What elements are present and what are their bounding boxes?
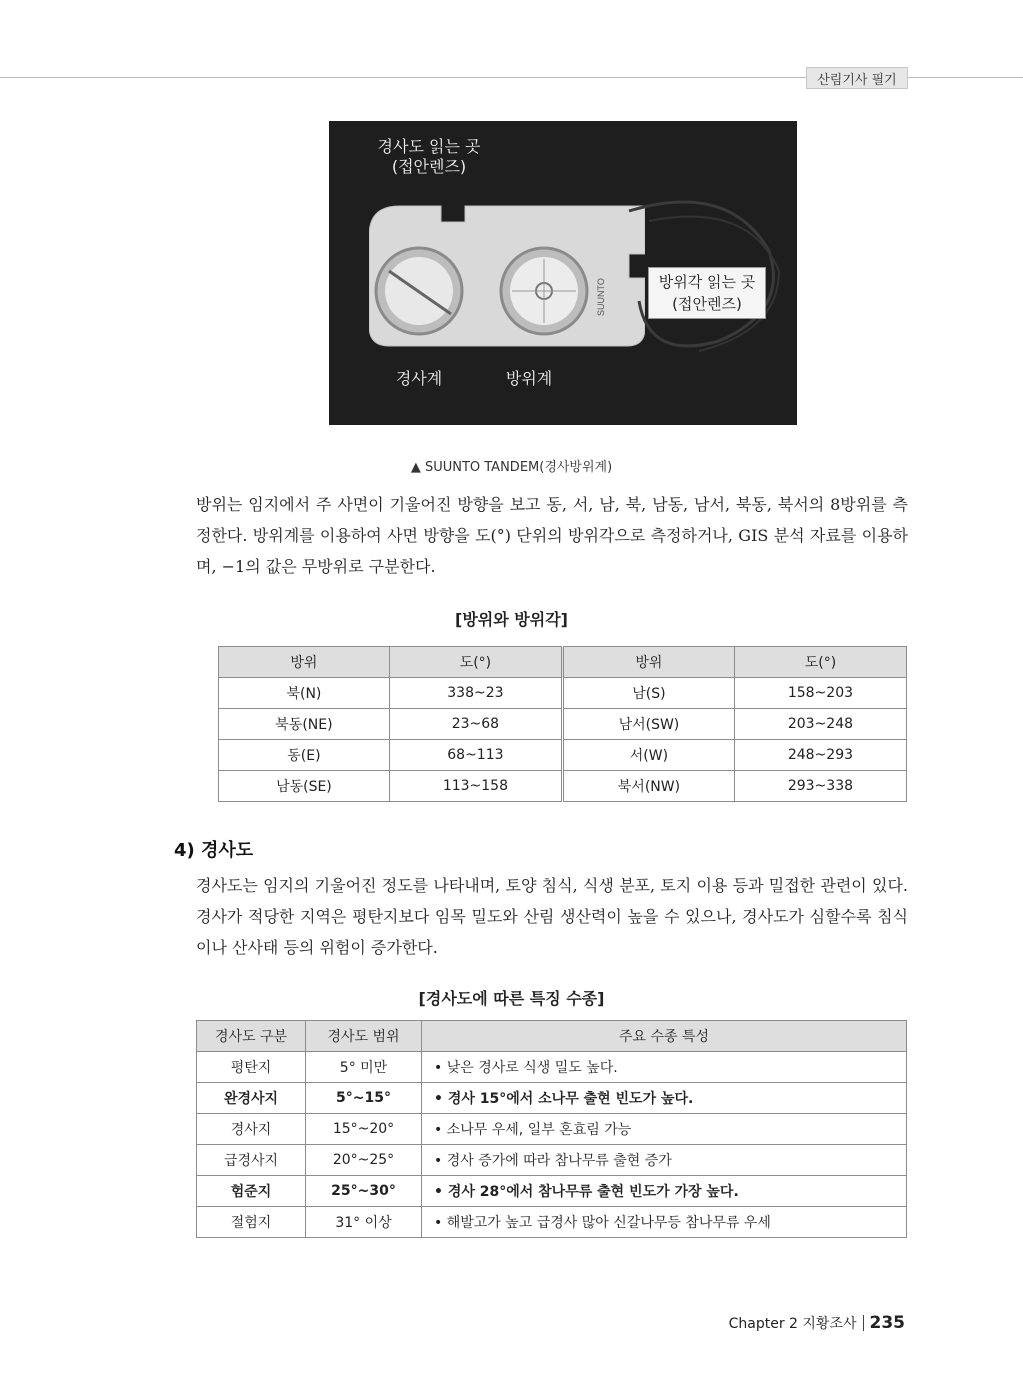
header-cell: 방위 xyxy=(562,647,734,678)
slope-table xyxy=(196,1020,907,1238)
paragraph-slope: 경사도는 임지의 기울어진 정도를 나타내며, 토양 침식, 식생 분포, 토지 이용 등과 밀접한 관련이 있다. 경사가 적당한 지역은 평탄지보다 임목 밀도와 산림 생산력이 높을 수 있으나, 경사도가 심할수록 침식이나 산사태 등의 위험이 증가한다. xyxy=(196,876,908,957)
table-cell: • 해발고가 높고 급경사 많아 신갈나무등 참나무류 우세 xyxy=(422,1207,907,1238)
page-footer xyxy=(729,1313,905,1333)
table-row xyxy=(197,1114,907,1145)
table-cell: 5° 미만 xyxy=(306,1052,422,1083)
table-cell: 급경사지 xyxy=(197,1145,306,1176)
table-cell: 25°~30° xyxy=(306,1176,422,1207)
page-number: 235 xyxy=(869,1313,905,1333)
table-header-row xyxy=(219,647,907,678)
table-cell: 서(W) xyxy=(562,740,734,771)
label-clinometer: 경사계 xyxy=(395,369,443,388)
header-cell: 주요 수종 특성 xyxy=(422,1021,907,1052)
azimuth-table xyxy=(218,646,907,802)
table-cell: • 경사 28°에서 참나무류 출현 빈도가 가장 높다. xyxy=(422,1176,907,1207)
table-cell: 293~338 xyxy=(734,771,906,802)
label-slope-read: 경사도 읽는 곳 (접안렌즈) xyxy=(377,137,481,176)
table-row xyxy=(219,709,907,740)
table-cell: 험준지 xyxy=(197,1176,306,1207)
table-cell: 23~68 xyxy=(389,709,562,740)
footer-chapter: Chapter 2 지황조사 xyxy=(728,1316,857,1332)
table-cell: 15°~20° xyxy=(306,1114,422,1145)
table1-title: [방위와 방위각] xyxy=(455,610,568,629)
table-row xyxy=(197,1083,907,1114)
table-cell: 평탄지 xyxy=(197,1052,306,1083)
table-cell: 남(S) xyxy=(562,678,734,709)
header-cell: 도(°) xyxy=(734,647,906,678)
table-row xyxy=(219,678,907,709)
table2-title: [경사도에 따른 특징 수종] xyxy=(418,989,605,1008)
label-azimuth-read: 방위각 읽는 곳 (접안렌즈) xyxy=(648,267,766,319)
table-cell: 5°~15° xyxy=(306,1083,422,1114)
table-cell: 완경사지 xyxy=(197,1083,306,1114)
table-cell: 31° 이상 xyxy=(306,1207,422,1238)
table-row xyxy=(197,1052,907,1083)
table-cell: 338~23 xyxy=(389,678,562,709)
table-cell: 경사지 xyxy=(197,1114,306,1145)
figure-caption: ▲ SUUNTO TANDEM(경사방위계) xyxy=(410,460,613,475)
table-cell: • 경사 15°에서 소나무 출현 빈도가 높다. xyxy=(422,1083,907,1114)
table-cell: 68~113 xyxy=(389,740,562,771)
paragraph-azimuth: 방위는 임지에서 주 사면이 기울어진 방향을 보고 동, 서, 남, 북, 남동, 남서, 북동, 북서의 8방위를 측정한다. 방위계를 이용하여 사면 방향을 도(°) 단위의 방위각으로 측정하거나, GIS 분석 자료를 이용하며, −1의 값은 무방위로 구분한다. xyxy=(196,495,908,576)
table-cell: 북서(NW) xyxy=(562,771,734,802)
table-row xyxy=(219,740,907,771)
table-cell: 113~158 xyxy=(389,771,562,802)
table-cell: 동(E) xyxy=(219,740,390,771)
brand-text: SUUNTO xyxy=(596,278,606,316)
table-cell: 남동(SE) xyxy=(219,771,390,802)
table-cell: 248~293 xyxy=(734,740,906,771)
header-cell: 방위 xyxy=(219,647,390,678)
table-cell: 북(N) xyxy=(219,678,390,709)
label-compass: 방위계 xyxy=(505,369,553,388)
section-heading: 4) 경사도 xyxy=(174,840,254,861)
header-cell: 경사도 구분 xyxy=(197,1021,306,1052)
table-cell: 남서(SW) xyxy=(562,709,734,740)
header-tag: 산림기사 필기 xyxy=(806,67,908,89)
table-cell: • 경사 증가에 따라 참나무류 출현 증가 xyxy=(422,1145,907,1176)
table-row xyxy=(197,1207,907,1238)
table-header-row xyxy=(197,1021,907,1052)
table-row xyxy=(219,771,907,802)
header-cell: 경사도 범위 xyxy=(306,1021,422,1052)
table-row xyxy=(197,1145,907,1176)
compass-photo xyxy=(329,121,797,425)
table-row xyxy=(197,1176,907,1207)
table-cell: 절험지 xyxy=(197,1207,306,1238)
table-cell: 203~248 xyxy=(734,709,906,740)
footer-divider xyxy=(863,1315,864,1331)
table-cell: • 소나무 우세, 일부 혼효림 가능 xyxy=(422,1114,907,1145)
table-cell: 20°~25° xyxy=(306,1145,422,1176)
header-cell: 도(°) xyxy=(389,647,562,678)
table-cell: • 낮은 경사로 식생 밀도 높다. xyxy=(422,1052,907,1083)
table-cell: 북동(NE) xyxy=(219,709,390,740)
table-cell: 158~203 xyxy=(734,678,906,709)
